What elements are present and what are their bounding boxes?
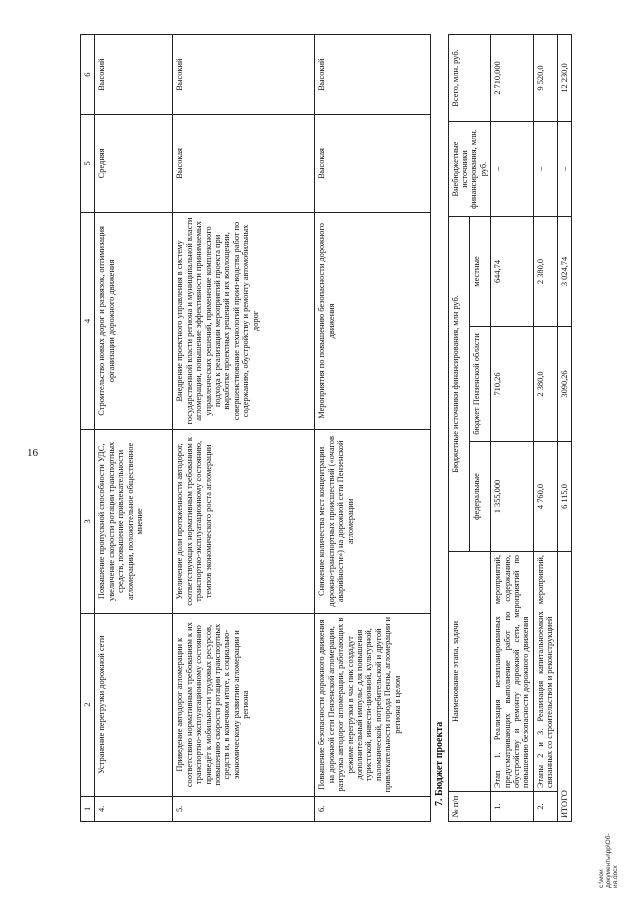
header-local: местные — [469, 217, 490, 327]
row-num: 2. — [533, 792, 557, 822]
total-local: 3 024,74 — [557, 217, 571, 327]
column-number: 1 — [81, 796, 95, 821]
header-total: Всего, млн. руб. — [448, 35, 491, 122]
column-number: 3 — [81, 430, 95, 613]
task-priority: Высокий — [173, 35, 315, 115]
row-local: 644,74 — [491, 217, 534, 327]
row-total: 2 710,000 — [491, 35, 534, 122]
task-level: Высокая — [173, 115, 315, 212]
tasks-table — [80, 34, 431, 822]
task-effect: Повышение пропускной способности УДС, увеличение скорости ротации транспортных средств, повышение привлекательности агломерации, положительное общественное мнение — [95, 430, 173, 613]
task-priority: Высокий — [95, 35, 173, 115]
task-mechanism: Строительство новых дорог и развязок, оптимизация организации дорожного движения — [95, 212, 173, 430]
header-extra: Внебюджетные источники финансирования, млн. руб. — [448, 122, 491, 217]
row-stage: Этап 1. Реализация незапланированных мероприятий, предусматривающих выполнение работ по содержанию, обустройству и ремонту дорожной сети, мероприятий по повышению безопасности дорожного движения — [491, 552, 534, 792]
header-federal: федеральные — [469, 442, 490, 552]
row-extra: – — [491, 122, 534, 217]
total-label: ИТОГО — [557, 552, 571, 822]
row-regional: 2 380,0 — [533, 327, 557, 442]
budget-title: 7. Бюджет проекта — [434, 721, 446, 806]
column-number: 6 — [81, 35, 95, 115]
header-num: № п/п — [448, 792, 491, 822]
task-effect: Снижение количества мест концентрации дорожно-транспортных происшествий («очагов аварийности») на дорожной сети Пензенской агломерации — [315, 430, 431, 613]
task-priority: Высокий — [315, 35, 431, 115]
budget-table — [448, 34, 572, 822]
column-number: 5 — [81, 115, 95, 212]
row-federal: 1 355,000 — [491, 442, 534, 552]
total-extra: – — [557, 122, 571, 217]
rotated-page-content — [80, 34, 576, 822]
table-row — [173, 35, 315, 822]
table-row — [491, 35, 534, 822]
row-num: 1. — [491, 792, 534, 822]
table-row — [533, 35, 557, 822]
task-effect: Увеличение доли протяженности автодорог, соответствующих нормативным требованиям к транспортно-эксплуатационному состоянию, темпов экономического роста агломерации — [173, 430, 315, 613]
task-name: Приведение автодорог агломерации к соответствию нормативным требованиям к их транспортно-эксплуатационному состоянию приведёт к мобильности трудовых ресурсов, повышению скорости ротации транспортных средств и, в конечном итоге, к социально-экономическому развитию агломерации и региона — [173, 613, 315, 796]
file-path-footer: c:\мои документы\рр\Об-ия.docx — [598, 833, 619, 888]
row-regional: 710,26 — [491, 327, 534, 442]
header-regional: бюджет Пензенской области — [469, 327, 490, 442]
column-number: 2 — [81, 613, 95, 796]
column-number: 4 — [81, 212, 95, 430]
row-stage: Этапы 2 и 3. Реализация капитальноемких мероприятий, связанных со строительством и реконструкцией — [533, 552, 557, 792]
row-extra: – — [533, 122, 557, 217]
total-sum: 12 230,0 — [557, 35, 571, 122]
task-mechanism: Мероприятия по повышению безопасности дорожного движения — [315, 212, 431, 430]
row-local: 2 380,0 — [533, 217, 557, 327]
row-federal: 4 760,0 — [533, 442, 557, 552]
budget-header-row — [448, 35, 469, 822]
task-name: Устранение перегрузки дорожной сети — [95, 613, 173, 796]
page-number: 16 — [27, 447, 38, 459]
task-number: 4. — [95, 796, 173, 821]
task-level: Средняя — [95, 115, 173, 212]
table-row — [95, 35, 173, 822]
header-budget-sources: Бюджетные источники финансирования, млн руб. — [448, 217, 469, 552]
task-mechanism: Внедрение проектного управления в систему государственной власти региона и муниципальной власти агломерации, повышение эффективности принимаемых управленческих решений, применение комплексного подхода к реализации мероприятий проекта при выработке проектных решений и их воплощении, совершенствование технологий произ-водства работ по содержанию, обустройству и ремонту автомобильных дорог — [173, 212, 315, 430]
task-name: Повышение безопасности дорожного движения на дорожной сети Пензенской агломерации, разгрузка автодорог агломерации, работающих в режиме перегрузки в час пик создадут дополнительный импульс для повышения туристской, инвести-ционной, культурной, паломнической, потребительской и другой привлекательности города Пензы, агломерации и региона в целом — [315, 613, 431, 796]
table-row — [315, 35, 431, 822]
task-number: 6. — [315, 796, 431, 821]
budget-total-row — [557, 35, 571, 822]
column-number-row — [81, 35, 95, 822]
total-regional: 3090,26 — [557, 327, 571, 442]
total-federal: 6 115,0 — [557, 442, 571, 552]
row-total: 9 520,0 — [533, 35, 557, 122]
header-stage: Наименование этапа, задачи — [448, 552, 491, 792]
task-level: Высокая — [315, 115, 431, 212]
task-number: 5. — [173, 796, 315, 821]
